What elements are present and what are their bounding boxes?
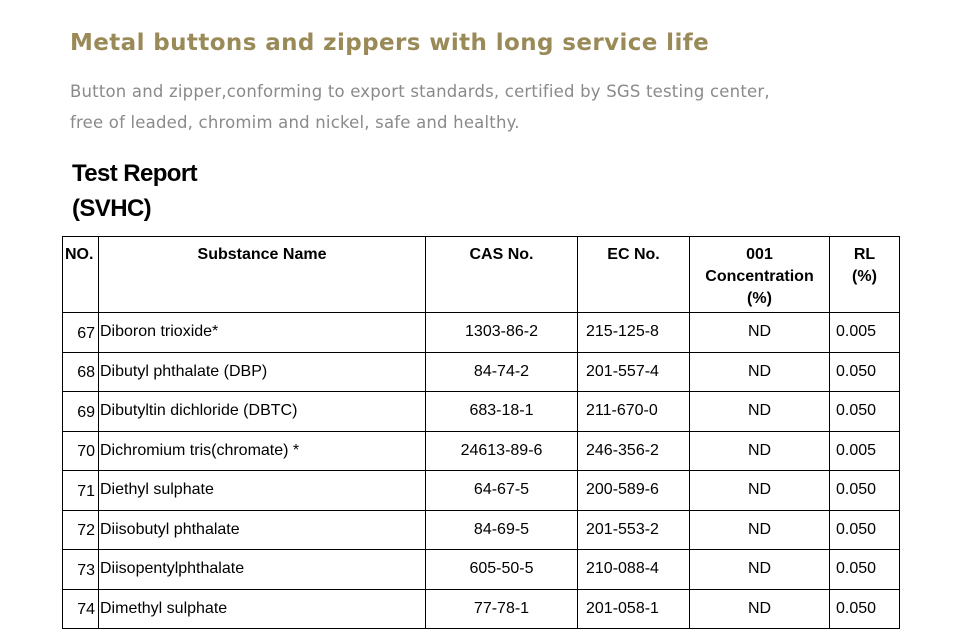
table-row: [63, 392, 900, 432]
header-rl-line-2: (%): [852, 268, 877, 285]
cell-ec-no: 215-125-8: [578, 313, 690, 353]
cell-substance-name: Diboron trioxide*: [99, 313, 426, 353]
cell-concentration: ND: [690, 313, 830, 353]
svhc-table: [62, 236, 900, 629]
header-no: NO.: [63, 237, 99, 313]
cell-rl: 0.050: [830, 510, 900, 550]
cell-substance-name: Dibutyl phthalate (DBP): [99, 352, 426, 392]
table-row: [63, 510, 900, 550]
header-ec-no: EC No.: [578, 237, 690, 313]
header-cas-no: CAS No.: [426, 237, 578, 313]
cell-concentration: ND: [690, 392, 830, 432]
cell-concentration: ND: [690, 352, 830, 392]
header-concentration-line-3: (%): [747, 290, 772, 307]
table-header-row: [63, 237, 900, 313]
cell-ec-no: 210-088-4: [578, 550, 690, 590]
cell-no: 72: [63, 510, 99, 550]
cell-concentration: ND: [690, 589, 830, 629]
table-row: [63, 431, 900, 471]
header-concentration: [690, 237, 830, 313]
cell-cas-no: 605-50-5: [426, 550, 578, 590]
cell-ec-no: 211-670-0: [578, 392, 690, 432]
table-row: [63, 550, 900, 590]
cell-no: 67: [63, 313, 99, 353]
cell-substance-name: Diisobutyl phthalate: [99, 510, 426, 550]
cell-cas-no: 84-69-5: [426, 510, 578, 550]
cell-no: 70: [63, 431, 99, 471]
cell-cas-no: 84-74-2: [426, 352, 578, 392]
cell-no: 68: [63, 352, 99, 392]
header-concentration-line-1: 001: [746, 246, 773, 263]
cell-concentration: ND: [690, 431, 830, 471]
cell-substance-name: Dibutyltin dichloride (DBTC): [99, 392, 426, 432]
cell-cas-no: 1303-86-2: [426, 313, 578, 353]
cell-cas-no: 24613-89-6: [426, 431, 578, 471]
cell-ec-no: 201-557-4: [578, 352, 690, 392]
description-line-2: free of leaded, chromim and nickel, safe and healthy.: [70, 113, 520, 132]
cell-rl: 0.050: [830, 550, 900, 590]
cell-rl: 0.050: [830, 392, 900, 432]
cell-rl: 0.005: [830, 313, 900, 353]
cell-concentration: ND: [690, 471, 830, 511]
cell-cas-no: 683-18-1: [426, 392, 578, 432]
cell-concentration: ND: [690, 550, 830, 590]
page-headline: Metal buttons and zippers with long service life: [70, 30, 710, 56]
cell-rl: 0.050: [830, 352, 900, 392]
cell-no: 69: [63, 392, 99, 432]
cell-no: 73: [63, 550, 99, 590]
cell-substance-name: Diisopentylphthalate: [99, 550, 426, 590]
cell-substance-name: Diethyl sulphate: [99, 471, 426, 511]
cell-substance-name: Dichromium tris(chromate) *: [99, 431, 426, 471]
cell-ec-no: 201-553-2: [578, 510, 690, 550]
cell-concentration: ND: [690, 510, 830, 550]
header-rl: [830, 237, 900, 313]
cell-rl: 0.050: [830, 589, 900, 629]
table-body: [63, 313, 900, 629]
cell-substance-name: Dimethyl sulphate: [99, 589, 426, 629]
cell-no: 74: [63, 589, 99, 629]
header-substance-name: Substance Name: [99, 237, 426, 313]
cell-ec-no: 246-356-2: [578, 431, 690, 471]
cell-no: 71: [63, 471, 99, 511]
description: [70, 76, 930, 138]
header-concentration-line-2: Concentration: [705, 268, 814, 285]
cell-ec-no: 201-058-1: [578, 589, 690, 629]
table-row: [63, 352, 900, 392]
table-row: [63, 589, 900, 629]
cell-rl: 0.005: [830, 431, 900, 471]
table-row: [63, 313, 900, 353]
cell-rl: 0.050: [830, 471, 900, 511]
cell-cas-no: 77-78-1: [426, 589, 578, 629]
report-title-line-1: Test Report: [72, 160, 197, 187]
description-line-1: Button and zipper,conforming to export standards, certified by SGS testing center,: [70, 82, 770, 101]
report-title: [72, 156, 197, 226]
cell-ec-no: 200-589-6: [578, 471, 690, 511]
cell-cas-no: 64-67-5: [426, 471, 578, 511]
table-row: [63, 471, 900, 511]
header-rl-line-1: RL: [853, 246, 876, 263]
report-title-line-2: (SVHC): [72, 195, 152, 222]
